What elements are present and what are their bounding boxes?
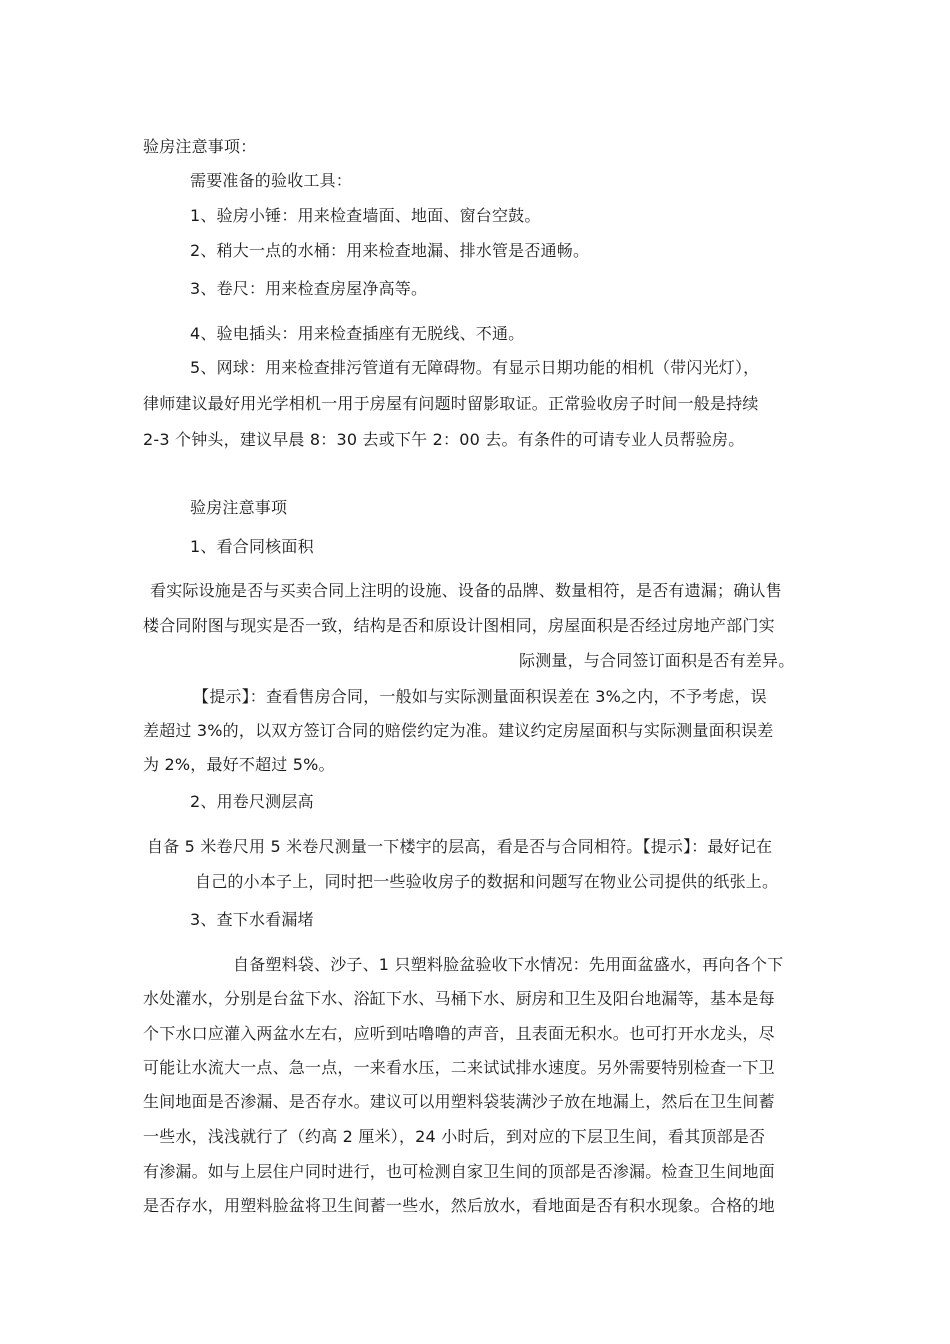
section-title-inspection-notes: 验房注意事项： bbox=[143, 137, 257, 156]
tools-heading: 需要准备的验收工具： bbox=[190, 171, 353, 190]
tool-item-5: 5、网球：用来检查排污管道有无障碍物。有显示日期功能的相机（带闪光灯）， bbox=[190, 358, 760, 377]
paragraph-line: 楼合同附图与现实是否一致，结构是否和原设计图相同，房屋面积是否经过房地产部门实 bbox=[143, 616, 775, 635]
paragraph-line: 水处灌水，分别是台盆下水、浴缸下水、马桶下水、厨房和卫生及阳台地漏等，基本是每 bbox=[143, 989, 775, 1008]
paragraph-line: 看实际设施是否与买卖合同上注明的设施、设备的品牌、数量相符，是否有遗漏；确认售 bbox=[150, 581, 782, 600]
section-title-inspection-items: 验房注意事项 bbox=[190, 498, 288, 517]
subsection-title-area: 1、看合同核面积 bbox=[190, 537, 314, 556]
paragraph-line: 自备塑料袋、沙子、1 只塑料脸盆验收下水情况：先用面盆盛水，再向各个下 bbox=[233, 955, 784, 974]
paragraph-line: 2-3 个钟头，建议早晨 8：30 去或下午 2：00 去。有条件的可请专业人员帮验房。 bbox=[143, 430, 745, 449]
paragraph-line: 个下水口应灌入两盆水左右，应听到咕噜噜的声音，且表面无积水。也可打开水龙头，尽 bbox=[143, 1024, 775, 1043]
paragraph-line: 有渗漏。如与上层住户同时进行，也可检测自家卫生间的顶部是否渗漏。检查卫生间地面 bbox=[143, 1162, 775, 1181]
paragraph-line: 际测量，与合同签订面积是否有差异。 bbox=[519, 651, 795, 670]
tip-line: 为 2%，最好不超过 5%。 bbox=[143, 755, 335, 774]
paragraph-line: 自己的小本子上，同时把一些验收房子的数据和问题写在物业公司提供的纸张上。 bbox=[195, 872, 779, 891]
tool-item-2: 2、稍大一点的水桶：用来检查地漏、排水管是否通畅。 bbox=[190, 241, 590, 260]
paragraph-line: 是否存水，用塑料脸盆将卫生间蓄一些水，然后放水，看地面是否有积水现象。合格的地 bbox=[143, 1196, 775, 1215]
subsection-title-height: 2、用卷尺测层高 bbox=[190, 792, 314, 811]
subsection-title-drainage: 3、查下水看漏堵 bbox=[190, 910, 314, 929]
paragraph-line: 一些水，浅浅就行了（约高 2 厘米），24 小时后，到对应的下层卫生间，看其顶部是否 bbox=[143, 1127, 766, 1146]
tip-line: 差超过 3%的，以双方签订合同的赔偿约定为准。建议约定房屋面积与实际测量面积误差 bbox=[143, 721, 774, 740]
paragraph-line: 生间地面是否渗漏、是否存水。建议可以用塑料袋装满沙子放在地漏上，然后在卫生间蓄 bbox=[143, 1092, 775, 1111]
tool-item-1: 1、验房小锤：用来检查墙面、地面、窗台空鼓。 bbox=[190, 206, 541, 225]
tool-item-4: 4、验电插头：用来检查插座有无脱线、不通。 bbox=[190, 324, 525, 343]
tip-line: 【提示】：查看售房合同，一般如与实际测量面积误差在 3%之内，不予考虑，误 bbox=[193, 687, 767, 706]
paragraph-line: 律师建议最好用光学相机一用于房屋有问题时留影取证。正常验收房子时间一般是持续 bbox=[143, 394, 759, 413]
tool-item-3: 3、卷尺：用来检查房屋净高等。 bbox=[190, 279, 428, 298]
paragraph-line: 自备 5 米卷尺用 5 米卷尺测量一下楼宇的层高，看是否与合同相符。【提示】：最好记在 bbox=[147, 837, 773, 856]
paragraph-line: 可能让水流大一点、急一点，一来看水压，二来试试排水速度。另外需要特别检查一下卫 bbox=[143, 1058, 775, 1077]
